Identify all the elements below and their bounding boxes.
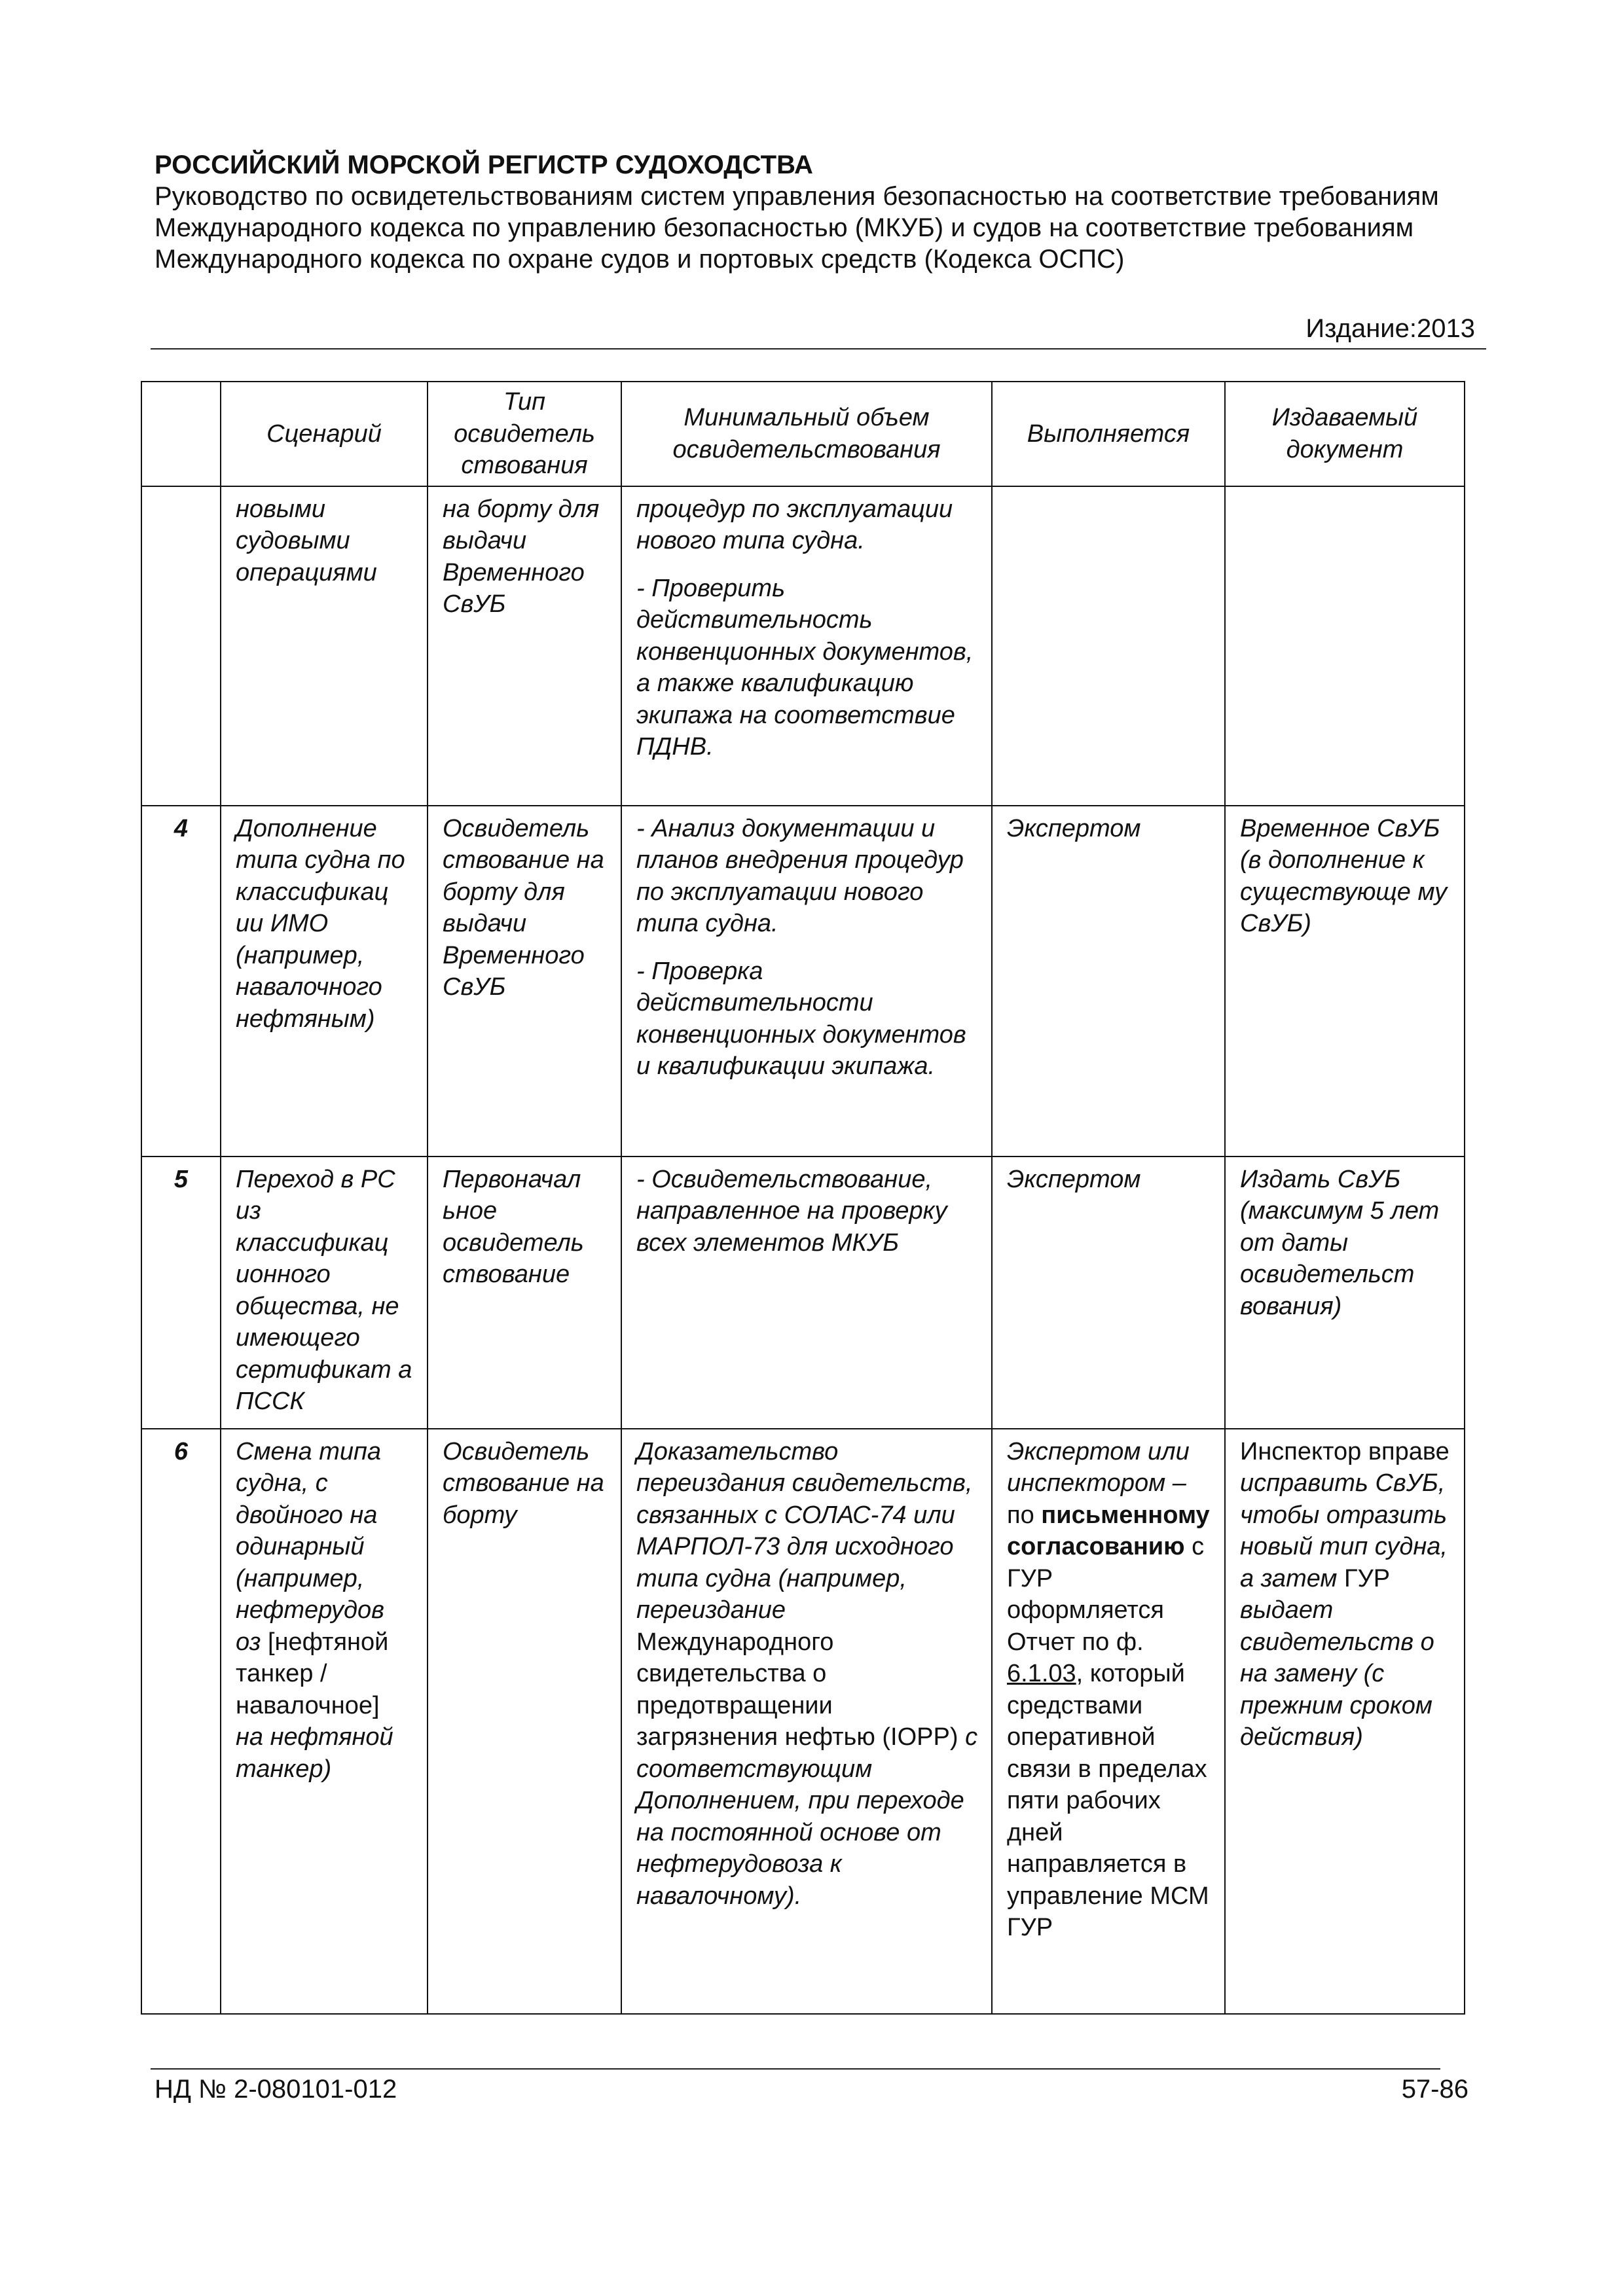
header-divider [151, 348, 1486, 350]
header-num [141, 382, 221, 486]
row-num [141, 486, 221, 806]
scenario-cell [221, 1429, 428, 2014]
document-cell: Временное СвУБ (в дополнение к существующе му СвУБ) [1225, 806, 1465, 1157]
performer-text: с ГУР оформляется Отчет по ф. [1007, 1533, 1205, 1656]
scope-paragraph: - Анализ документации и планов внедрения процедур по эксплуатации нового типа судна. [636, 814, 964, 937]
page-number: 57-86 [1401, 2075, 1468, 2104]
survey-type-cell: Первоначал ьное освидетель ствование [428, 1157, 621, 1429]
scope-text: с соответствующим Дополнением, при переходе на постоянной основе от нефтерудовоза к навалочному). [636, 1723, 978, 1910]
survey-scenarios-table [141, 381, 1465, 2015]
document-cell [1225, 486, 1465, 806]
performer-text: , который средствами оперативной связи в пределах пяти рабочих дней направляется в управление МСМ ГУР [1007, 1660, 1209, 1941]
survey-type-cell: Освидетель ствование на борту [428, 1429, 621, 2014]
scenario-cell: Дополнение типа судна по классификац ии ИМО (например, навалочного нефтяным) [221, 806, 428, 1157]
table-row [141, 486, 1465, 806]
document-text: исправить СвУБ, чтобы отразить новый тип судна, а затем [1240, 1469, 1448, 1592]
document-number: НД № 2-080101-012 [155, 2075, 397, 2104]
scope-text: Международного свидетельства о предотвращении загрязнения нефтью (IOPP) [636, 1628, 958, 1751]
document-text: выдает свидетельств о на замену (с прежним сроком действия) [1240, 1596, 1434, 1751]
scenario-text: на нефтяной танкер) [236, 1723, 393, 1783]
row-num: 5 [141, 1157, 221, 1429]
performer-cell: Экспертом [992, 1157, 1225, 1429]
table-row [141, 1157, 1465, 1429]
table-row [141, 1429, 1465, 2014]
document-cell: Издать СвУБ (максимум 5 лет от даты освидетельст вования) [1225, 1157, 1465, 1429]
edition-label: Издание:2013 [1305, 314, 1475, 343]
scenario-cell: новыми судовыми операциями [221, 486, 428, 806]
document-subtitle: Руководство по освидетельствованиям систем управления безопасностью на соответствие требованиям Международного кодекса по управлению безопасностью (МКУБ) и судов на соответствие требованиям Международного кодекса по охране судов и портовых средств (Кодекса ОСПС) [155, 182, 1439, 274]
document-cell [1225, 1429, 1465, 2014]
header-performer: Выполняется [992, 382, 1225, 486]
organization-title: РОССИЙСКИЙ МОРСКОЙ РЕГИСТР СУДОХОДСТВА [155, 151, 813, 179]
document-text: Инспектор вправе [1240, 1437, 1450, 1465]
form-reference-link[interactable]: 6.1.03 [1007, 1660, 1076, 1687]
header-scope: Минимальный объем освидетельствования [621, 382, 992, 486]
header-document: Издаваемый документ [1225, 382, 1465, 486]
performer-emphasis: письменному согласованию [1007, 1501, 1210, 1560]
scenario-cell: Переход в РС из классификац ионного общества, не имеющего сертификат а ПССК [221, 1157, 428, 1429]
table-header-row [141, 382, 1465, 486]
scenario-text: [нефтяной танкер / навалочное] [236, 1628, 389, 1719]
scope-text: Доказательство переиздания свидетельств, связанных с СОЛАС-74 или МАРПОЛ-73 для исходного типа судна (например, переиздание [636, 1437, 973, 1624]
header-survey-type: Тип освидетель ствования [428, 382, 621, 486]
performer-cell: Экспертом [992, 806, 1225, 1157]
scope-cell [621, 806, 992, 1157]
scope-cell [621, 1429, 992, 2014]
performer-cell [992, 1429, 1225, 2014]
scope-paragraph: процедур по эксплуатации нового типа судна. [636, 495, 953, 554]
row-num: 4 [141, 806, 221, 1157]
performer-text: Экспертом или инспектором – [1007, 1437, 1190, 1497]
scope-cell: - Освидетельствование, направленное на проверку всех элементов МКУБ [621, 1157, 992, 1429]
performer-text: по [1007, 1501, 1042, 1529]
scenario-text: Смена типа судна, с двойного на одинарный (например, нефтерудов оз [236, 1437, 384, 1656]
footer-divider [151, 2068, 1440, 2070]
document-text: ГУР [1344, 1564, 1391, 1592]
performer-cell [992, 486, 1225, 806]
row-num: 6 [141, 1429, 221, 2014]
survey-type-cell: Освидетель ствование на борту для выдачи Временного СвУБ [428, 806, 621, 1157]
header-scenario: Сценарий [221, 382, 428, 486]
survey-type-cell: на борту для выдачи Временного СвУБ [428, 486, 621, 806]
scope-paragraph: - Проверить действительность конвенционных документов, а также квалификацию экипажа на соответствие ПДНВ. [636, 574, 974, 761]
scope-cell [621, 486, 992, 806]
scope-paragraph: - Проверка действительности конвенционных документов и квалификации экипажа. [636, 957, 966, 1080]
document-header [155, 149, 1486, 275]
table-row [141, 806, 1465, 1157]
